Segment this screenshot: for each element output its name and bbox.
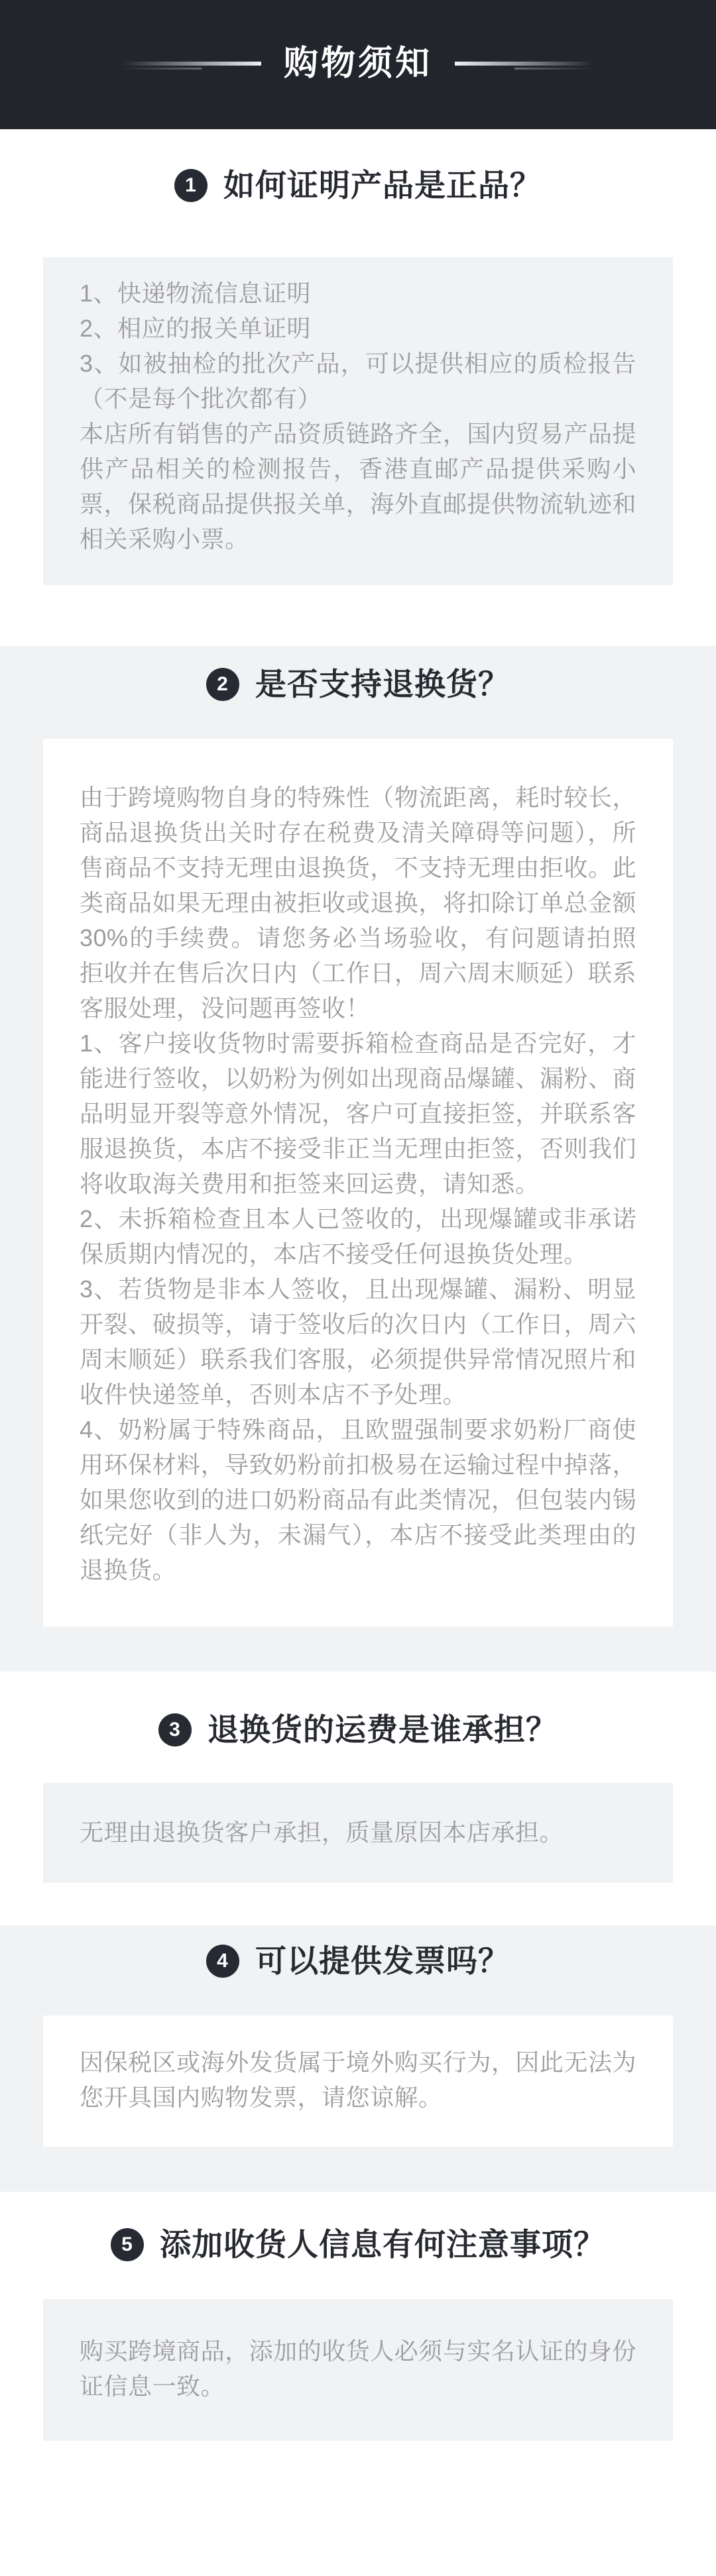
page-header — [0, 0, 716, 129]
question-heading-4 — [0, 1941, 716, 1981]
question-heading-3 — [0, 1710, 716, 1750]
header-right-line-decoration — [455, 58, 594, 72]
answer-paragraph-4: 因保税区或海外发货属于境外购买行为，因此无法为您开具国内购物发票，请您谅解。 — [80, 2049, 636, 2111]
number-badge-5: 5 — [111, 2228, 144, 2261]
returns-intro: 由于跨境购物自身的特殊性（物流距离，耗时较长，商品退换货出关时存在税费及清关障碍等问题），所售商品不支持无理由退换货，不支持无理由拒收。此类商品如果无理由被拒收或退换，将扣除订单总金额30%的手续费。请您务必当场验收，有问题请拍照拒收并在售后次日内（工作日，周六周末顺延）联系客服处理，没问题再签收！ — [80, 784, 636, 1022]
proof-line-3: 3、如被抽检的批次产品，可以提供相应的质检报告（不是每个批次都有） — [80, 350, 636, 412]
returns-item-2: 2、未拆箱检查且本人已签收的，出现爆罐或非承诺保质期内情况的，本店不接受任何退换货处理。 — [80, 1205, 636, 1267]
proof-line-1: 1、快递物流信息证明 — [80, 280, 312, 307]
decorative-line-echo — [514, 68, 594, 70]
returns-item-1: 1、客户接收货物时需要拆箱检查商品是否完好，才能进行签收，以奶粉为例如出现商品爆罐、漏粉、商品明显开裂等意外情况，客户可直接拒签，并联系客服退换货，本店不接受非正当无理由拒签，否则我们将收取海关费用和拒签来回运费，请知悉。 — [80, 1030, 636, 1197]
proof-line-2: 2、相应的报关单证明 — [80, 315, 312, 342]
answer-box-1 — [43, 257, 673, 585]
number-badge-3: 3 — [158, 1713, 192, 1746]
question-heading-2 — [0, 665, 716, 704]
question-heading-1 — [0, 166, 716, 205]
section-recipient-info — [0, 2192, 716, 2441]
section-shipping-fee — [0, 1672, 716, 1883]
number-badge-4: 4 — [206, 1945, 239, 1978]
question-text-4: 可以提供发票吗？ — [255, 1943, 510, 1978]
decorative-line-echo — [122, 68, 202, 70]
decorative-line — [455, 62, 594, 66]
answer-paragraph-1: 本店所有销售的产品资质链路齐全，国内贸易产品提供产品相关的检测报告，香港直邮产品提供采购小票，保税商品提供报关单，海外直邮提供物流轨迹和相关采购小票。 — [80, 420, 636, 553]
answer-paragraph-5: 购买跨境商品，添加的收货人必须与实名认证的身份证信息一致。 — [80, 2337, 636, 2400]
answer-card-2 — [43, 739, 673, 1627]
question-heading-5 — [0, 2225, 716, 2265]
section-authenticity — [0, 129, 716, 585]
answer-box-3 — [43, 1783, 673, 1883]
returns-item-3: 3、若货物是非本人签收，且出现爆罐、漏粉、明显开裂、破损等，请于签收后的次日内（工作日，周六周末顺延）联系我们客服，必须提供异常情况照片和收件快递签单，否则本店不予处理。 — [80, 1275, 636, 1408]
answer-paragraph-3: 无理由退换货客户承担，质量原因本店承担。 — [80, 1819, 564, 1846]
decorative-line — [122, 62, 261, 66]
answer-box-5 — [43, 2299, 673, 2441]
number-badge-1: 1 — [174, 169, 208, 202]
number-badge-2: 2 — [206, 668, 239, 701]
question-text-5: 添加收货人信息有何注意事项？ — [160, 2227, 605, 2262]
page-title: 购物须知 — [283, 44, 432, 83]
section-returns — [0, 646, 716, 1672]
returns-item-4: 4、奶粉属于特殊商品，且欧盟强制要求奶粉厂商使用环保材料，导致奶粉前扣极易在运输过程中掉落，如果您收到的进口奶粉商品有此类情况，但包装内锡纸完好（非人为，未漏气），本店不接受此类理由的退换货。 — [80, 1416, 636, 1583]
question-text-1: 如何证明产品是正品？ — [223, 168, 542, 203]
answer-card-4 — [43, 2015, 673, 2147]
header-left-line-decoration — [122, 58, 261, 72]
question-text-3: 退换货的运费是谁承担？ — [208, 1712, 558, 1747]
question-text-2: 是否支持退换货？ — [255, 667, 510, 702]
spacer — [0, 1883, 716, 1925]
section-invoice — [0, 1925, 716, 2192]
spacer — [0, 585, 716, 646]
